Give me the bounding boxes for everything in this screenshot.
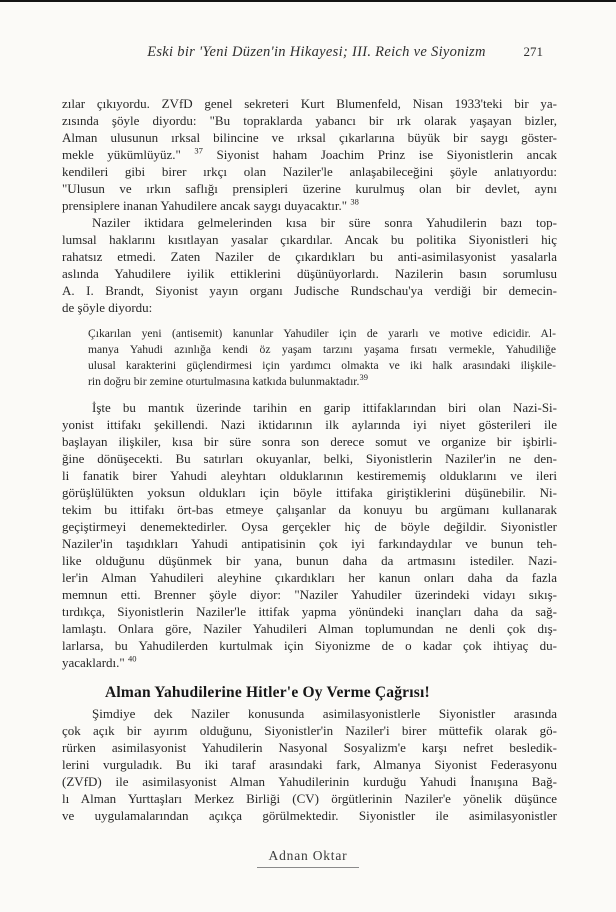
author-signature: Adnan Oktar [257,848,360,868]
text-line: lerini vurguladık. Bu iki taraf arasındaki fark, Almanya Siyonist Federasyonu [62,757,557,772]
paragraph [62,214,557,316]
footnote-ref: 39 [359,372,368,383]
text-line: rahatsız etmedi. Zaten Naziler de çıkardıkları bu anti-asimilasyonist yasalarla [62,249,557,264]
text-line: lamlaştı. Onlara göre, Naziler Yahudileri Alman toplumundan ne denli çok dış- [62,621,557,636]
text-line: rürken asimilasyonist Yahudilerin Nasyonal Sosyalizm'e karşı nefret besledik- [62,740,557,755]
text-line: prensiplere inanan Yahudilere ancak saygı duyacaktır." $^{38}$ [62,196,359,213]
text-line: li fanatik birer Yahudi aleyhtarı olduklarının kestirememiş olduklarını ve ileri [62,468,557,483]
text-line: ve uygulamalarından açıkça görülmektedir. Siyonistler ile asimilasyonistler [62,808,557,823]
paragraph [62,95,557,214]
running-header [62,44,557,64]
scan-edge-artifact [0,0,616,2]
text-line: ler'in Alman Yahudileri aleyhine çıkardıkları her kanun onları daha da fazla [62,570,557,585]
text-line: lumsal haklarını kısıtlayan yasalar çıkardılar. Ancak bu politika Siyonistleri hiç [62,232,557,247]
text-line: A. I. Brandt, Siyonist yayın organı Judische Rundschau'ya verdiği bir demecin- [62,283,557,298]
text-line: Naziler iktidara gelmelerinden kısa bir süre sonra Yahudilerin bazı top- [92,215,557,230]
text-line: geçiştirmeyi denemektedirler. Oysa gerçekler hiç de böyle değildir. Siyonistler [62,519,557,534]
text-line: "Ulusun ve ırkın saflığı prensipleri üzerine kurulmuş olan bir devlet, aynı [62,181,557,196]
block-quote [88,326,556,390]
footnote-ref: 40 [127,653,137,664]
text-line: like olduğunu düşünmek bir yana, bunun daha da artmasını istediler. Nazi- [62,553,557,568]
footnote-ref: 38 [350,196,359,207]
section-heading: Alman Yahudilerine Hitler'e Oy Verme Çağrısı! [105,684,430,701]
text-line: manya Yahudi azınlığa kendi öz yaşam tarzını yaşama fırsatı vermekle, Yahudiliğe [88,343,556,356]
text-line: (ZVfD) ile asimilasyonist Alman Yahudilerinin kurduğu Yahudi İnanışına Bağ- [62,774,557,789]
footnote-ref: 37 [194,145,203,156]
chapter-title: Eski bir 'Yeni Düzen'in Hikayesi; III. Reich ve Siyonizm [147,44,486,60]
text-line: rin doğru bir zemine oturtulmasına katkıda bulunmaktadır.$^{39}$ [88,372,368,388]
text-line: larlarsa, bu Yahudilerden kurtulmak için Siyonizme de o kadar çok ihtiyaç du- [62,638,557,653]
text-line: mekle yükümlüyüz." $^{37}$ Siyonist haham Joachim Prinz ise Siyonistlerin ancak [62,145,557,162]
text-line: memnun etti. Brenner şöyle diyor: "Naziler Yahudiler üzerindeki vidayı sıkış- [62,587,557,602]
text-line: Naziler'in taşıdıkları Yahudi antipatisinin çok iyi farkındaydılar ve bunun teh- [62,536,557,551]
text-line: ğine dönüşecekti. Bu satırları okuyanlar, belki, Siyonistlerin Naziler'in ne den- [62,451,557,466]
page-number: 271 [523,44,543,59]
text-column [62,95,557,824]
text-line: zılar çıkıyordu. ZVfD genel sekreteri Kurt Blumenfeld, Nisan 1933'teki bir ya- [62,96,557,111]
text-line: lı Alman Yurttaşları Merkez Birliği (CV) örgütlerinin Naziler'e yönelik düşünce [62,791,557,806]
text-line: Şimdiye dek Naziler konusunda asimilasyonistlerle Siyonistler arasında [92,706,557,721]
text-line: görüşlülükten yoksun oldukları için böyle ittifaka giriştiklerini düşünebilir. Ni- [62,485,557,500]
text-line: İşte bu mantık üzerinde tarihin en garip ittifaklarından biri olan Nazi-Si- [92,400,557,415]
paragraph [62,705,557,824]
text-line: yacaklardı." $^{40}$ [62,653,137,670]
text-line: tırdıkça, Siyonistlerin Naziler'le ittifak yapma yönündeki inançları daha da sağ- [62,604,557,619]
text-line: aslında Yahudilere iyilik ettiklerini düşünüyorlardı. Nazilerin basın sorumlusu [62,266,557,281]
text-line: başlayan ilişkiler, kısa bir süre sonra son derece somut ve organize bir işbirli- [62,434,557,449]
text-line: çok açık bir ayırım olduğunu, Siyonistler'in Naziler'i birer müttefik olarak gö- [62,723,557,738]
text-line: de şöyle diyordu: [62,300,153,315]
text-line: kendileri gibi birer ırkçı olan Naziler'le anlaşabileceğini şöyle anlatıyordu: [62,164,557,179]
text-line: yonist ittifakı şekillendi. Nazi iktidarının ilk aylarında iyi niyet gösterileri ile [62,417,557,432]
text-line: Çıkarılan yeni (antisemit) kanunlar Yahudiler için de yararlı ve motive edicidir. Al- [88,327,556,340]
paragraph [62,399,557,671]
text-line: ulusal karakterini güçlendirmesi için yardımcı olmakta ve iki halk arasındaki ilişkile- [88,359,556,372]
text-line: tekim bu ittifakı ört-bas etmeye çalışanlar da konuyu bu argümanı kullanarak [62,502,557,517]
page-footer [0,847,616,868]
text-line: zısında şöyle diyordu: "Bu topraklarda yabancı bir ırk olarak yaşayan bizler, [62,113,557,128]
text-line: Alman ulusunun ırksal bilincine ve ırksal çıkarlarına büyük bir saygı göster- [62,130,557,145]
